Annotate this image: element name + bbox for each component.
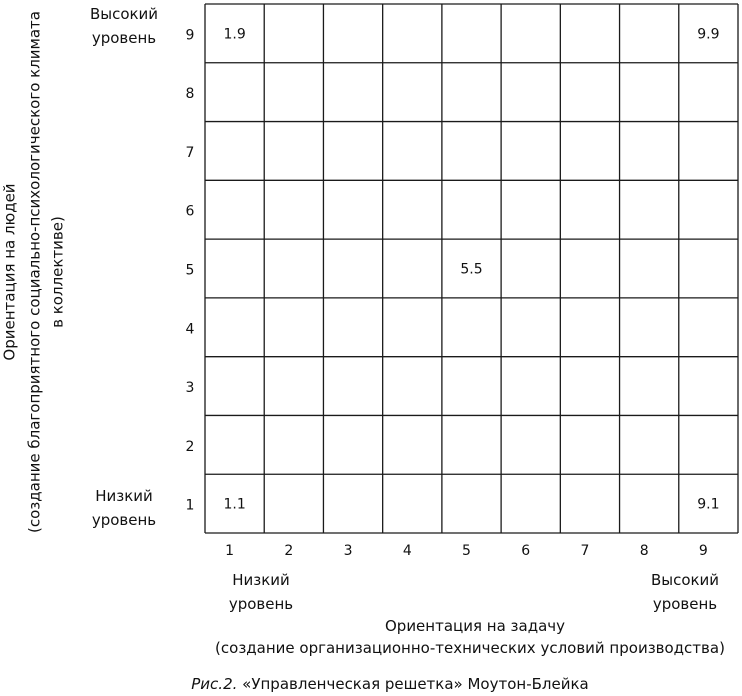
x-high-label: [640, 568, 730, 616]
y-axis-subtitle-line2: в коллективе): [48, 216, 67, 328]
x-tick-label: 2: [284, 543, 294, 559]
x-high-line1: Высокий: [650, 571, 720, 589]
y-axis-title: Ориентация на людей: [0, 183, 19, 361]
x-tick-label: 3: [343, 543, 353, 559]
x-low-line2: уровень: [228, 595, 294, 613]
cell-label: 9.1: [697, 496, 720, 513]
cell-label: 5.5: [460, 261, 483, 278]
x-low-label: [220, 568, 302, 616]
x-tick-label: 6: [521, 543, 531, 559]
x-tick-label: 8: [639, 543, 649, 559]
x-axis-title: Ориентация на задачу: [384, 617, 566, 635]
x-axis-subtitle: (создание организационно-технических условий производства): [215, 639, 725, 657]
x-high-line2: уровень: [652, 595, 718, 613]
y-tick-label: 5: [185, 262, 195, 279]
y-tick-label: 4: [185, 321, 195, 338]
figure-caption: [120, 672, 660, 696]
x-ticks: [225, 543, 708, 559]
caption-text: «Управленческая решетка» Моутон-Блейка: [242, 675, 589, 693]
x-low-line1: Низкий: [232, 571, 290, 589]
y-tick-label: 9: [185, 27, 195, 44]
x-tick-label: 4: [402, 543, 412, 559]
y-tick-label: 3: [185, 380, 195, 397]
cell-labels: [223, 26, 719, 512]
y-tick-label: 7: [185, 144, 195, 161]
y-tick-label: 8: [185, 86, 195, 103]
x-tick-label: 1: [225, 543, 235, 559]
y-low-line1: Низкий: [95, 487, 153, 505]
cell-label: 1.1: [223, 496, 246, 513]
y-high-line2: уровень: [91, 29, 157, 47]
y-low-line2: уровень: [91, 511, 157, 529]
x-tick-label: 9: [698, 543, 708, 559]
y-ticks: [186, 27, 195, 513]
cell-label: 9.9: [697, 26, 720, 43]
y-axis-subtitle-line1: (создание благоприятного социально-психологического климата: [25, 11, 44, 533]
x-tick-label: 5: [462, 543, 471, 559]
cell-label: 1.9: [223, 26, 246, 43]
y-tick-label: 6: [185, 203, 195, 220]
x-tick-label: 7: [580, 543, 590, 559]
y-high-line1: Высокий: [89, 5, 159, 23]
y-tick-label: 1: [185, 497, 195, 514]
y-tick-label: 2: [185, 438, 195, 455]
caption-prefix: Рис.2.: [191, 675, 238, 693]
